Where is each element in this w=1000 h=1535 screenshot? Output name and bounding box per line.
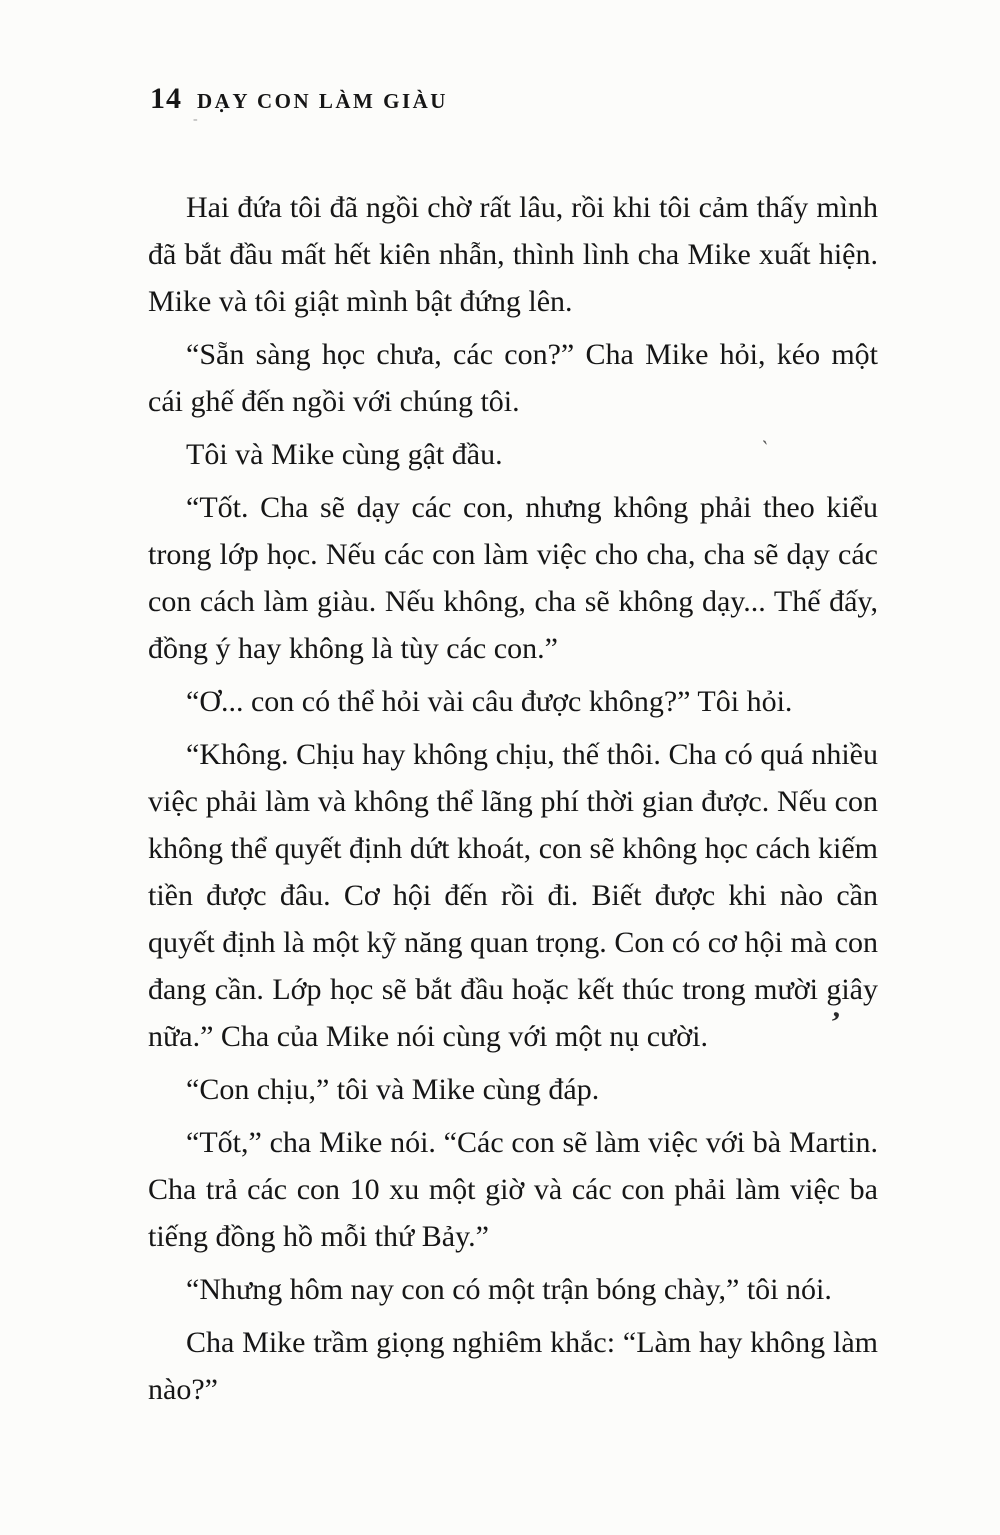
paragraph: Tôi và Mike cùng gật đầu. [186,438,503,471]
running-title: DẠY CON LÀM GIÀU [197,89,448,113]
scan-artifact-apostrophe: ’ [827,1005,843,1040]
paragraph: “Sẵn sàng học chưa, các con?” Cha Mike hỏi, kéo một cái ghế đến ngồi với chúng tôi. [148,338,878,418]
paragraph: Hai đứa tôi đã ngồi chờ rất lâu, rồi khi tôi cảm thấy mình đã bắt đầu mất hết kiên nhẫn, thình lình cha Mike xuất hiện. Mike và tôi giật mình bật đứng lên. [148,191,878,318]
page-number: 14 [150,82,182,115]
scan-artifact-tick: ` [757,435,770,462]
paragraph: “Không. Chịu hay không chịu, thế thôi. Cha có quá nhiều việc phải làm và không thể lãng phí thời gian được. Nếu con không thể quyết định dứt khoát, con sẽ không học cách kiếm tiền được đâu. Cơ hội đến rồi đi. Biết được khi nào cần quyết định là một kỹ năng quan trọng. Con có cơ hội mà con đang cần. Lớp học sẽ bắt đầu hoặc kết thúc trong mười giây nữa.” Cha của Mike nói cùng với một nụ cười. [148,738,878,1053]
paragraph: “Tốt,” cha Mike nói. “Các con sẽ làm việc với bà Martin. Cha trả các con 10 xu một giờ và các con phải làm việc ba tiếng đồng hồ mỗi thứ Bảy.” [148,1126,878,1253]
page-body [148,184,878,1419]
paragraph: “Con chịu,” tôi và Mike cùng đáp. [186,1073,600,1106]
paragraph: Cha Mike trầm giọng nghiêm khắc: “Làm hay không làm nào?” [148,1326,878,1406]
paragraph: “Ơ... con có thể hỏi vài câu được không?” Tôi hỏi. [186,685,793,718]
paragraph: “Tốt. Cha sẽ dạy các con, nhưng không phải theo kiểu trong lớp học. Nếu các con làm việc cho cha, cha sẽ dạy các con cách làm giàu. Nếu không, cha sẽ không dạy... Thế đấy, đồng ý hay không là tùy các con.” [148,491,878,665]
paragraph: “Nhưng hôm nay con có một trận bóng chày,” tôi nói. [186,1273,832,1306]
scan-artifact-dash: - [193,112,198,127]
running-header [150,82,448,116]
